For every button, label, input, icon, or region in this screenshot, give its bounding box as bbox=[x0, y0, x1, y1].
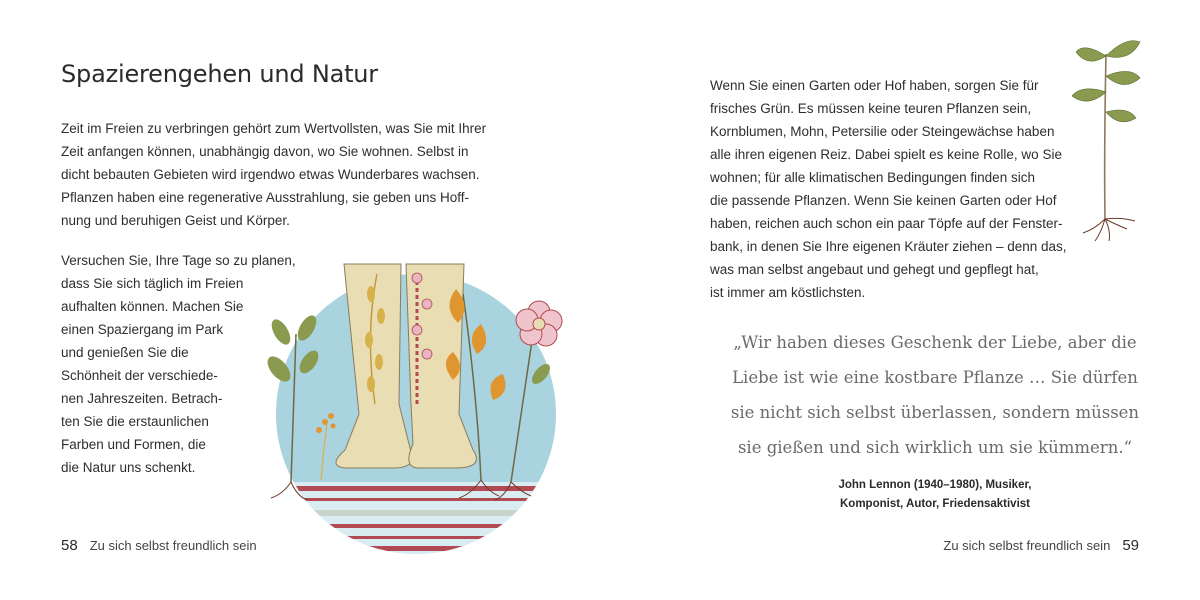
footer-right bbox=[943, 537, 1139, 554]
text-line: die passende Pflanzen. Wenn Sie keinen Garten oder Hof bbox=[710, 193, 1057, 208]
text-line: Zeit im Freien zu verbringen gehört zum Wertvollsten, was Sie mit Ihrer bbox=[61, 121, 487, 136]
text-line: bank, in denen Sie Ihre eigenen Kräuter ziehen – denn das, bbox=[710, 239, 1067, 254]
seedling-illustration bbox=[1060, 34, 1150, 249]
text-line: Kornblumen, Mohn, Petersilie oder Steingewächse haben bbox=[710, 124, 1055, 139]
footer-left bbox=[61, 537, 257, 554]
quote-line: Liebe ist wie eine kostbare Pflanze … Sie dürfen bbox=[732, 368, 1138, 387]
quote-line: sie nicht sich selbst überlassen, sondern müssen bbox=[730, 403, 1140, 422]
running-title: Zu sich selbst freundlich sein bbox=[943, 538, 1111, 553]
attribution-line: John Lennon (1940–1980), Musiker, bbox=[838, 479, 1032, 491]
feet-in-garden-illustration bbox=[241, 254, 591, 559]
text-line: was man selbst angebaut und gehegt und gepflegt hat, bbox=[710, 262, 1039, 277]
text-line: die Natur uns schenkt. bbox=[61, 460, 196, 475]
intro-paragraph bbox=[61, 117, 486, 232]
text-line: alle ihren eigenen Reiz. Dabei spielt es keine Rolle, wo Sie bbox=[710, 147, 1062, 162]
text-line: aufhalten können. Machen Sie bbox=[61, 299, 244, 314]
text-line: Pflanzen haben eine regenerative Ausstrahlung, sie geben uns Hoff- bbox=[61, 190, 470, 205]
text-line: einen Spaziergang im Park bbox=[61, 322, 224, 337]
text-line: Farben und Formen, die bbox=[61, 437, 206, 452]
page-number: 59 bbox=[1122, 537, 1139, 554]
text-line: ist immer am köstlichsten. bbox=[710, 285, 866, 300]
running-title: Zu sich selbst freundlich sein bbox=[89, 538, 257, 553]
text-line: Schönheit der verschiede- bbox=[61, 368, 218, 383]
text-line: nen Jahreszeiten. Betrach- bbox=[61, 391, 223, 406]
garden-paragraph bbox=[710, 74, 1067, 304]
text-line: Versuchen Sie, Ihre Tage so zu planen, bbox=[61, 253, 296, 268]
quote-attribution bbox=[730, 476, 1140, 514]
right-page bbox=[600, 0, 1200, 600]
text-line: Wenn Sie einen Garten oder Hof haben, sorgen Sie für bbox=[710, 78, 1039, 93]
text-line: dicht bebauten Gebieten wird irgendwo etwas Wunderbares wachsen. bbox=[61, 167, 480, 182]
quote-line: „Wir haben dieses Geschenk der Liebe, aber die bbox=[733, 333, 1137, 352]
page-heading: Spazierengehen und Natur bbox=[61, 60, 378, 88]
text-line: und genießen Sie die bbox=[61, 345, 189, 360]
text-line: dass Sie sich täglich im Freien bbox=[61, 276, 244, 291]
text-line: ten Sie die erstaunlichen bbox=[61, 414, 209, 429]
text-line: frisches Grün. Es müssen keine teuren Pflanzen sein, bbox=[710, 101, 1032, 116]
attribution-line: Komponist, Autor, Friedensaktivist bbox=[840, 498, 1030, 510]
text-line: wohnen; für alle klimatischen Bedingungen finden sich bbox=[710, 170, 1035, 185]
text-line: Zeit anfangen können, unabhängig davon, wo Sie wohnen. Selbst in bbox=[61, 144, 469, 159]
quote bbox=[730, 325, 1140, 465]
page-number: 58 bbox=[61, 537, 78, 554]
text-line: haben, reichen auch schon ein paar Töpfe auf der Fenster- bbox=[710, 216, 1063, 231]
quote-line: sie gießen und sich wirklich um sie kümmern.“ bbox=[737, 438, 1133, 457]
text-line: nung und beruhigen Geist und Körper. bbox=[61, 213, 290, 228]
